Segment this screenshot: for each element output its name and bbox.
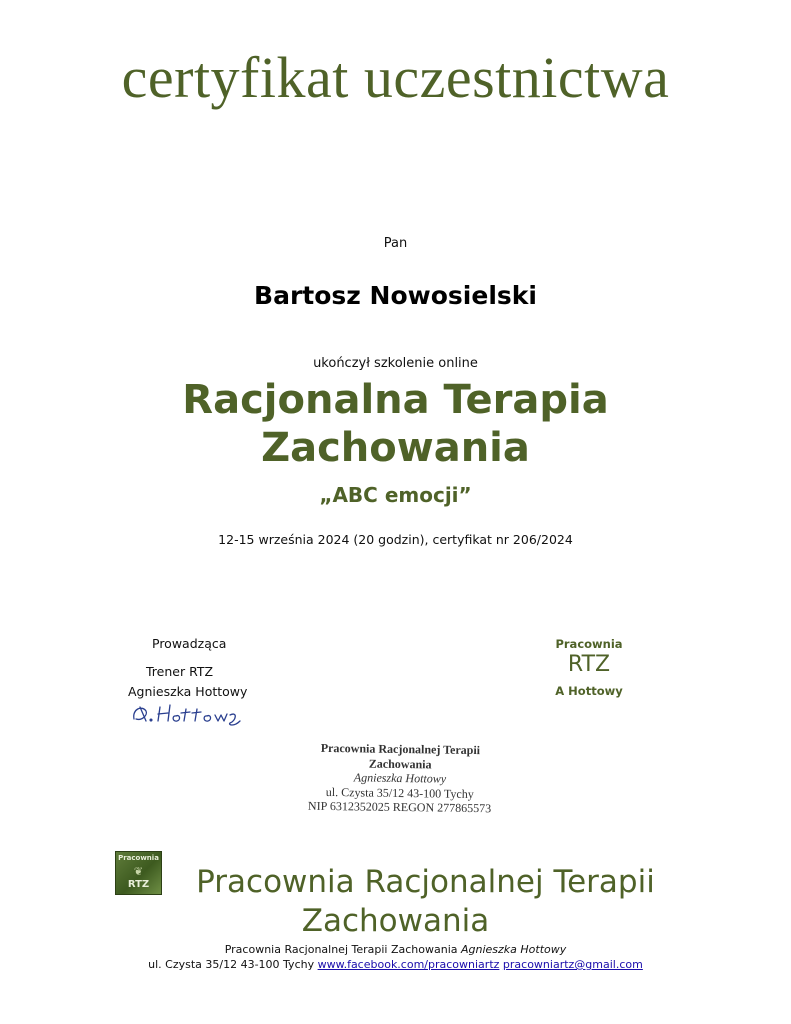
footer-organization (0, 943, 791, 956)
stamp-line-ids: NIP 6312352025 REGON 277865573 (307, 798, 492, 816)
course-title (0, 376, 791, 472)
email-link[interactable]: pracowniartz@gmail.com (502, 958, 643, 971)
facebook-link[interactable]: www.facebook.com/pracowniartz (317, 958, 500, 971)
stamp-line-name: Pracownia Racjonalnej Terapii (320, 740, 481, 758)
right-stamp-line2: RTZ (567, 652, 611, 677)
footer-brand-line1: Pracownia Racjonalnej Terapii (196, 864, 655, 900)
right-stamp-line3: A Hottowy (555, 684, 623, 698)
stamp-line-owner: Agnieszka Hottowy (353, 770, 447, 786)
course-title-line1: Racjonalna Terapia (182, 377, 609, 423)
footer-brand (0, 863, 791, 941)
course-details: 12-15 września 2024 (20 godzin), certyfikat nr 206/2024 (218, 532, 573, 547)
footer-address: ul. Czysta 35/12 43-100 Tychy (148, 958, 318, 971)
logo-leaf-icon: ❦ (133, 865, 144, 878)
certificate-title: certyfikat uczestnictwa (121, 45, 670, 110)
logo-bottom-text: RTZ (127, 879, 150, 890)
course-subtitle: „ABC emocji” (319, 483, 472, 507)
completion-text: ukończył szkolenie online (313, 356, 478, 371)
footer-contact (0, 958, 791, 971)
course-title-line2: Zachowania (261, 425, 530, 471)
footer-brand-line2: Zachowania (301, 903, 490, 939)
company-stamp (300, 741, 501, 816)
footer-org-owner: Agnieszka Hottowy (461, 943, 567, 956)
salutation: Pan (383, 236, 408, 251)
stamp-line-address: ul. Czysta 35/12 43-100 Tychy (325, 784, 474, 801)
lead-role-label: Prowadząca (152, 636, 227, 651)
lead-title: Trener RTZ (146, 664, 214, 679)
footer-org-prefix: Pracownia Racjonalnej Terapii Zachowania (224, 943, 461, 956)
right-stamp-line1: Pracownia (555, 637, 623, 651)
stamp-line-name2: Zachowania (368, 756, 432, 771)
lead-name: Agnieszka Hottowy (128, 684, 248, 699)
logo-top-text: Pracownia (118, 854, 159, 862)
signature-image (126, 697, 246, 731)
participant-name: Bartosz Nowosielski (254, 281, 537, 310)
